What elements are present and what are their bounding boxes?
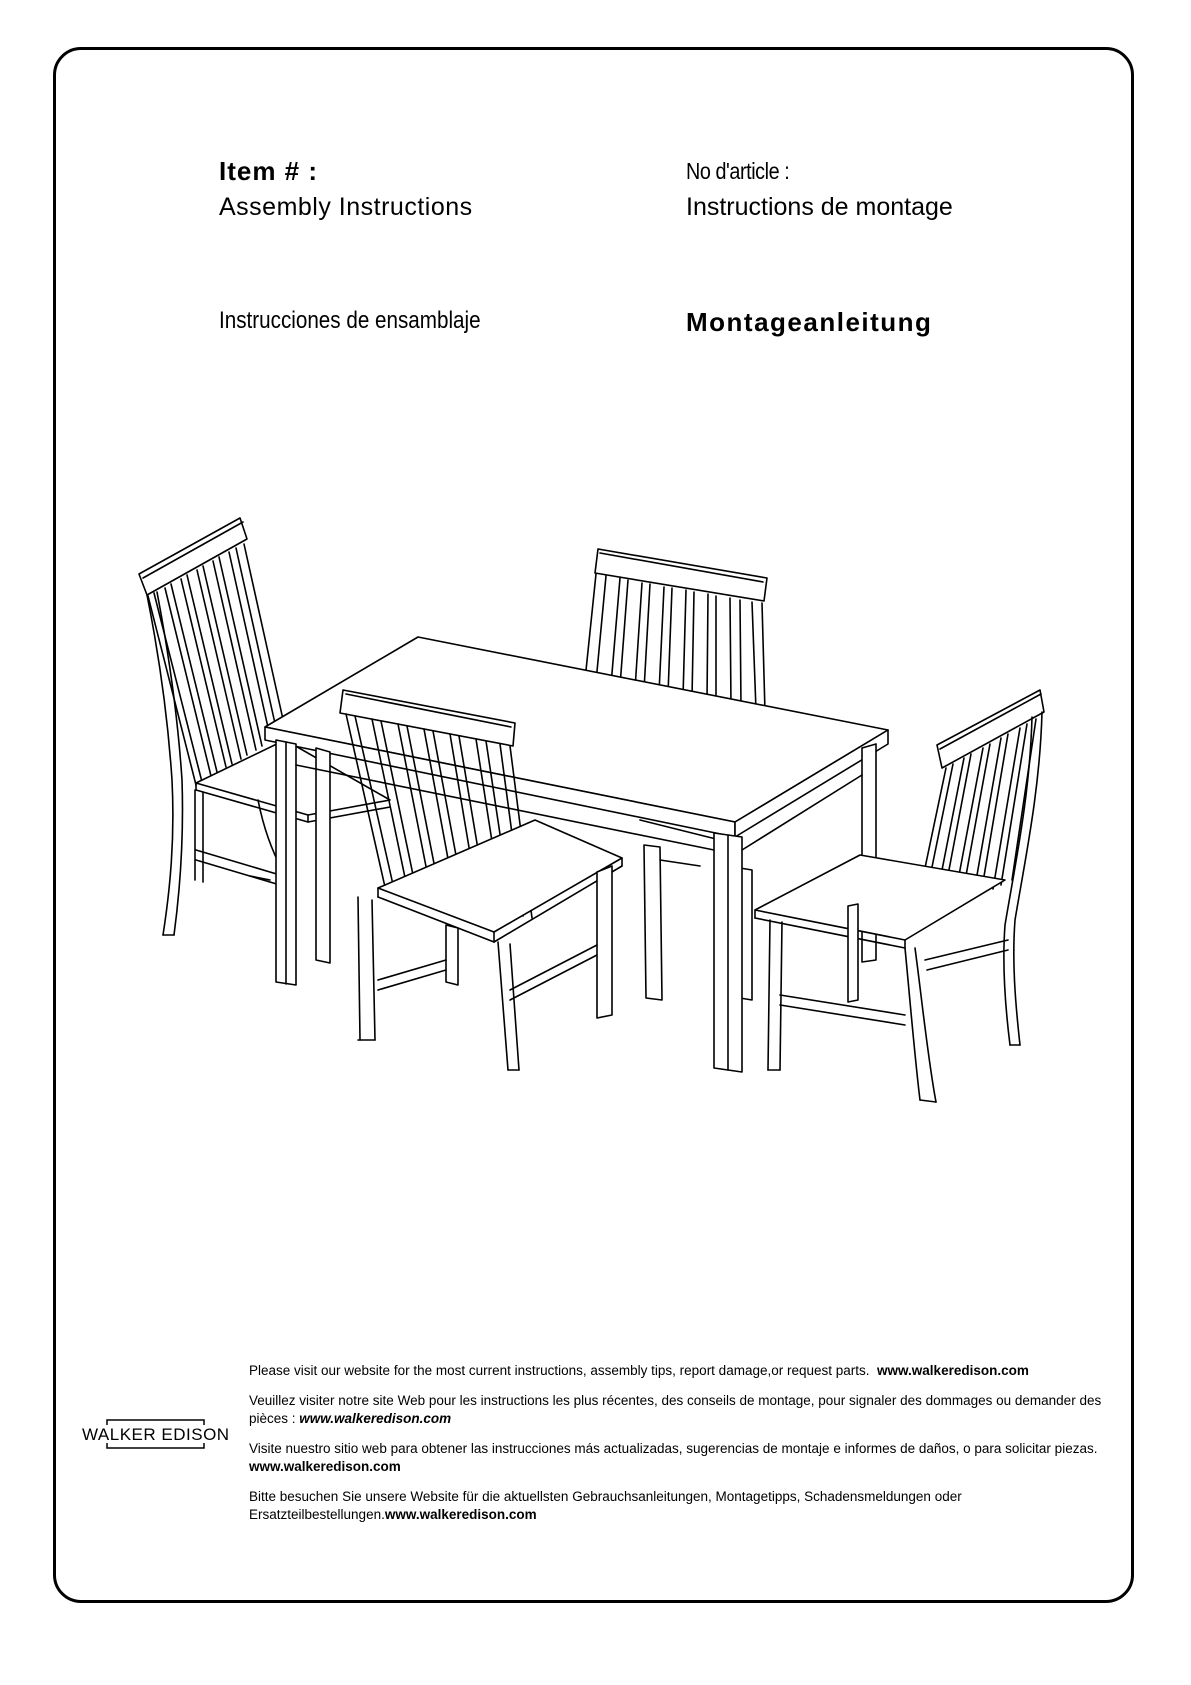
footer-notes	[249, 1362, 1107, 1536]
footer-german	[249, 1488, 1107, 1524]
footer-english-text: Please visit our website for the most current instructions, assembly tips, report damage,or request parts.	[249, 1363, 870, 1378]
footer-french-text: Veuillez visiter notre site Web pour les instructions les plus récentes, des conseils de montage, pour signaler des dommages ou demander des pièces :	[249, 1393, 1102, 1426]
montageanleitung-title: Montageanleitung	[686, 307, 933, 337]
walker-edison-logo	[82, 1413, 230, 1457]
instructions-montage-title: Instructions de montage	[686, 193, 953, 221]
item-number-label: Item # :	[219, 156, 319, 186]
footer-french	[249, 1392, 1107, 1428]
footer-spanish	[249, 1440, 1107, 1476]
website-link-en[interactable]: www.walkeredison.com	[877, 1363, 1029, 1378]
instrucciones-ensamblaje-title: Instrucciones de ensamblaje	[219, 307, 481, 334]
footer-english	[249, 1362, 1107, 1380]
footer-spanish-text: Visite nuestro sitio web para obtener las instrucciones más actualizadas, sugerencias de montaje e informes de daños, o para solicitar piezas.	[249, 1441, 1098, 1456]
no-article-label: No d'article :	[686, 158, 790, 184]
website-link-fr[interactable]: www.walkeredison.com	[299, 1411, 452, 1426]
website-link-es[interactable]: www.walkeredison.com	[249, 1459, 401, 1474]
logo-text: WALKER EDISON	[82, 1425, 230, 1444]
assembly-instructions-title: Assembly Instructions	[219, 193, 473, 221]
website-link-de[interactable]: www.walkeredison.com	[384, 1507, 537, 1522]
footer-german-text: Bitte besuchen Sie unsere Website für die aktuellsten Gebrauchsanleitungen, Montagetipps, Schadensmeldungen oder Ersatzteilbestellungen.	[249, 1489, 962, 1522]
